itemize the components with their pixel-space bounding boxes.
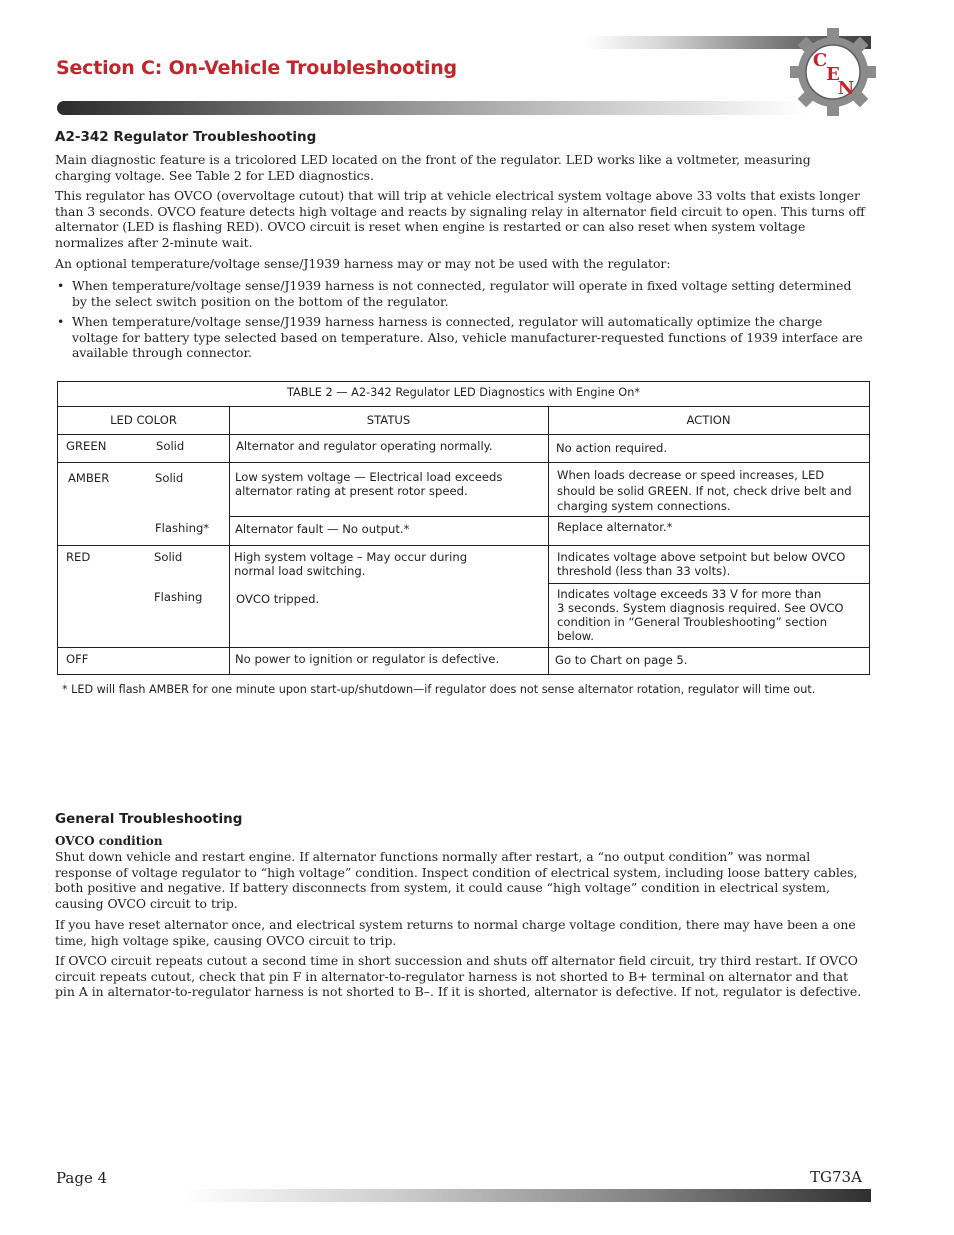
- row-off-status: No power to ignition or regulator is defective.: [235, 652, 500, 666]
- row-red-solid-mode: Solid: [154, 550, 183, 564]
- regulator-heading: A2-342 Regulator Troubleshooting: [55, 129, 317, 145]
- table-rule: [58, 647, 869, 648]
- row-amber-flash-status: Alternator fault — No output.*: [235, 522, 410, 536]
- bullet-dot: •: [57, 278, 65, 293]
- row-red-solid-action: [557, 550, 845, 578]
- row-red-flash-status: OVCO tripped.: [236, 592, 320, 606]
- header-divider-bar: [57, 101, 807, 115]
- row-red-flash-mode: Flashing: [154, 590, 203, 604]
- action-line: 3 seconds. System diagnosis required. See OVCO: [557, 601, 844, 615]
- row-amber-flash-mode: Flashing*: [155, 521, 210, 535]
- action-line: charging system connections.: [557, 499, 731, 513]
- header-status: STATUS: [366, 413, 411, 427]
- table-rule: [58, 545, 869, 546]
- row-green-mode: Solid: [156, 439, 185, 453]
- row-green-action: No action required.: [556, 441, 668, 455]
- action-line: should be solid GREEN. If not, check drive belt and: [557, 483, 852, 498]
- row-amber-solid-mode: Solid: [155, 471, 184, 485]
- logo-letter-e: E: [826, 64, 840, 85]
- table-rule: [548, 406, 549, 674]
- action-line: below.: [557, 629, 594, 643]
- table-rule: [229, 406, 230, 674]
- cen-gear-logo: [790, 26, 876, 118]
- bullet-text: When temperature/voltage sense/J1939 harness is not connected, regulator will operate in fixed voltage setting determined by the select switch position on the bottom of the regulator.: [72, 278, 852, 309]
- row-red-solid-status: [234, 550, 467, 578]
- row-amber-color: AMBER: [68, 471, 110, 485]
- row-green-color: GREEN: [66, 439, 107, 453]
- table-rule: [58, 434, 869, 435]
- action-line: threshold (less than 33 volts).: [557, 564, 731, 578]
- table-rule: [229, 516, 869, 517]
- regulator-paragraph-1: Main diagnostic feature is a tricolored LED located on the front of the regulator. LED works like a voltmeter, measuring charging voltage. See Table 2 for LED diagnostics.: [55, 152, 811, 183]
- header-action: ACTION: [686, 413, 731, 427]
- general-paragraph-3: If OVCO circuit repeats cutout a second time in short succession and shuts off alternator field circuit, try third restart. If OVCO circuit repeats cutout, check that pin F in alternator-to-regulator harness is not shorted to B+ terminal on alternator and that pin A in alternator-to-regulator harness is not shorted to B–. If it is shorted, alternator is defective. If not, regulator is defective.: [55, 953, 862, 1000]
- table-rule: [58, 406, 869, 407]
- action-line: Indicates voltage exceeds 33 V for more than: [557, 587, 822, 601]
- bullet-item: [55, 314, 870, 361]
- logo-letter-c: C: [812, 50, 828, 71]
- row-red-color: RED: [66, 550, 91, 564]
- row-amber-solid-status: [235, 470, 502, 498]
- action-line: Indicates voltage above setpoint but below OVCO: [557, 550, 846, 564]
- row-red-flash-action: [557, 587, 844, 643]
- regulator-paragraph-2: This regulator has OVCO (overvoltage cutout) that will trip at vehicle electrical system voltage above 33 volts that exists longer than 3 seconds. OVCO feature detects high voltage and reacts by signaling relay in alternator field circuit to open. This turns off alternator (LED is flashing RED). OVCO circuit is reset when engine is restarted or can also reset when system voltage normalizes after 2-minute wait.: [55, 188, 865, 250]
- row-off-color: OFF: [66, 652, 89, 666]
- action-line: condition in “General Troubleshooting” section: [557, 615, 828, 629]
- general-paragraph-2: If you have reset alternator once, and electrical system returns to normal charge voltage condition, there may have been a one time, high voltage spike, causing OVCO circuit to trip.: [55, 917, 856, 948]
- status-line: Low system voltage — Electrical load exceeds: [235, 470, 503, 484]
- table-rule: [58, 462, 869, 463]
- general-paragraph-1: Shut down vehicle and restart engine. If alternator functions normally after restart, a “no output condition” was normal response of voltage regulator to “high voltage” condition. Inspect condition of electrical system, including loose battery cables, both positive and negative. If battery disconnects from system, it could cause “high voltage” condition in electrical system, causing OVCO circuit to trip.: [55, 849, 858, 911]
- general-heading: General Troubleshooting: [55, 811, 243, 827]
- document-code: TG73A: [810, 1168, 862, 1186]
- bullet-dot: •: [57, 314, 65, 329]
- status-line: High system voltage – May occur during: [234, 550, 468, 564]
- row-off-action: Go to Chart on page 5.: [555, 653, 688, 667]
- section-title: Section C: On-Vehicle Troubleshooting: [56, 57, 457, 79]
- bullet-text: When temperature/voltage sense/J1939 harness harness is connected, regulator will automatically optimize the charge voltage for battery type selected based on temperature. Also, vehicle manufacturer-requested functions of 1939 interface are available through connector.: [72, 314, 863, 361]
- page-number: Page 4: [56, 1169, 108, 1187]
- status-line: alternator rating at present rotor speed.: [235, 484, 468, 498]
- header-led-color: LED COLOR: [110, 413, 177, 427]
- bullet-item: [55, 278, 870, 309]
- row-amber-solid-action: [557, 468, 852, 515]
- ovco-subheading: OVCO condition: [55, 834, 163, 848]
- logo-letter-n: N: [837, 78, 855, 99]
- footer-bar: [183, 1189, 871, 1202]
- table-caption: TABLE 2 — A2-342 Regulator LED Diagnostics with Engine On*: [286, 386, 641, 399]
- status-line: normal load switching.: [234, 564, 366, 578]
- regulator-paragraph-3: An optional temperature/voltage sense/J1939 harness may or may not be used with the regulator:: [55, 256, 671, 271]
- table-footnote: * LED will flash AMBER for one minute upon start-up/shutdown—if regulator does not sense alternator rotation, regulator will time out.: [62, 683, 816, 696]
- row-amber-flash-action: Replace alternator.*: [557, 520, 673, 534]
- row-green-status: Alternator and regulator operating normally.: [236, 439, 493, 453]
- action-line: When loads decrease or speed increases, LED: [557, 468, 825, 482]
- led-diagnostics-table: [57, 381, 870, 675]
- table-rule: [548, 583, 869, 584]
